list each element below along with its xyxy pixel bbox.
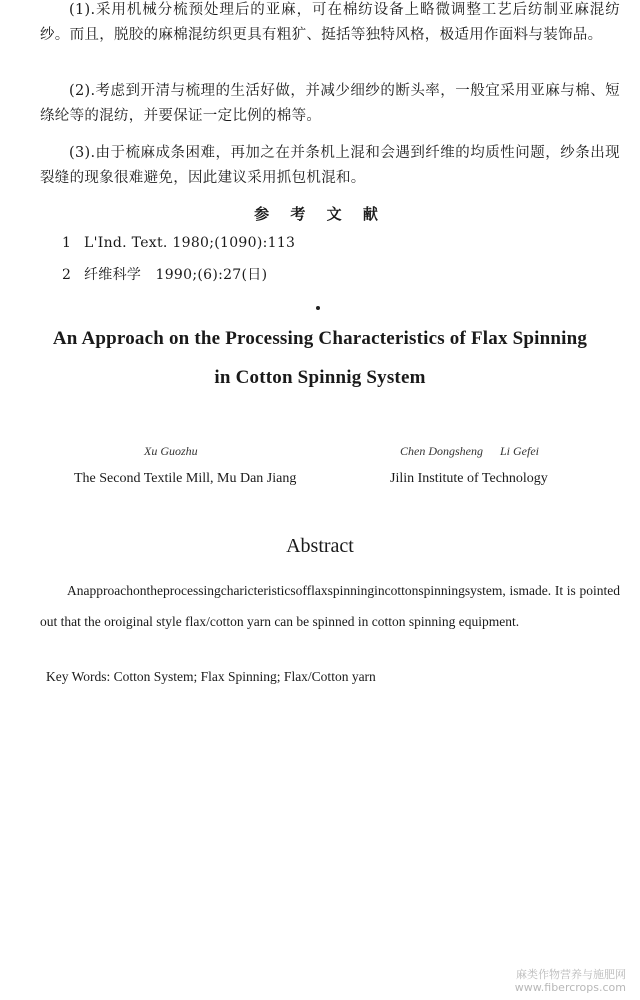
affiliation-left: The Second Textile Mill, Mu Dan Jiang xyxy=(74,471,297,486)
keywords: Key Words: Cotton System; Flax Spinning; Flax/Cotton yarn xyxy=(46,669,376,684)
author-right-2: Li Gefei xyxy=(500,444,539,458)
watermark xyxy=(515,968,626,994)
author-left: Xu Guozhu xyxy=(144,444,198,458)
reference-text: L'Ind. Text. 1980;(1090):113 xyxy=(84,235,296,251)
references-heading: 参 考 文 献 xyxy=(254,205,386,223)
conclusion-paragraph-1: (1).采用机械分梳预处理后的亚麻，可在棉纺设备上略微调整工艺后纺制亚麻混纺纱。而且，脱胶的麻棉混纺织更具有粗犷、挺括等独特风格，极适用作面料与装饰品。 xyxy=(40,2,620,43)
affiliation-right: Jilin Institute of Technology xyxy=(390,471,548,486)
reference-item xyxy=(62,235,295,251)
english-title-line-1: An Approach on the Processing Characteristics of Flax Spinning xyxy=(52,328,588,349)
reference-number: 1 xyxy=(62,235,72,251)
watermark-line-2: www.fibercrops.com xyxy=(514,981,626,994)
separator-dot xyxy=(316,306,320,310)
watermark-line-1: 麻类作物营养与施肥网 xyxy=(516,968,626,981)
reference-item xyxy=(62,264,267,284)
reference-number: 2 xyxy=(62,267,72,283)
author-right-1: Chen Dongsheng xyxy=(400,444,483,458)
reference-text: 纤维科学 1990;(6):27(日) xyxy=(84,267,268,283)
english-title-line-2: in Cotton Spinnig System xyxy=(214,367,426,388)
conclusion-paragraph-2: (2).考虑到开清与梳理的生活好做，并减少细纱的断头率，一般宜采用亚麻与棉、短绦纶等的混纺，并要保证一定比例的棉等。 xyxy=(40,83,620,124)
abstract-heading: Abstract xyxy=(286,535,354,557)
abstract-body: Anapproachontheprocessingcharicteristicsofflaxspinningincottonspinningsystem, ismade. It is pointed out that the oroiginal style flax/cotton yarn can be spinned in cotton spinning equipment. xyxy=(40,583,620,629)
conclusion-paragraph-3: (3).由于梳麻成条困难，再加之在并条机上混和会遇到纤维的均质性问题，纱条出现裂缝的现象很难避免，因此建议采用抓包机混和。 xyxy=(40,145,620,186)
